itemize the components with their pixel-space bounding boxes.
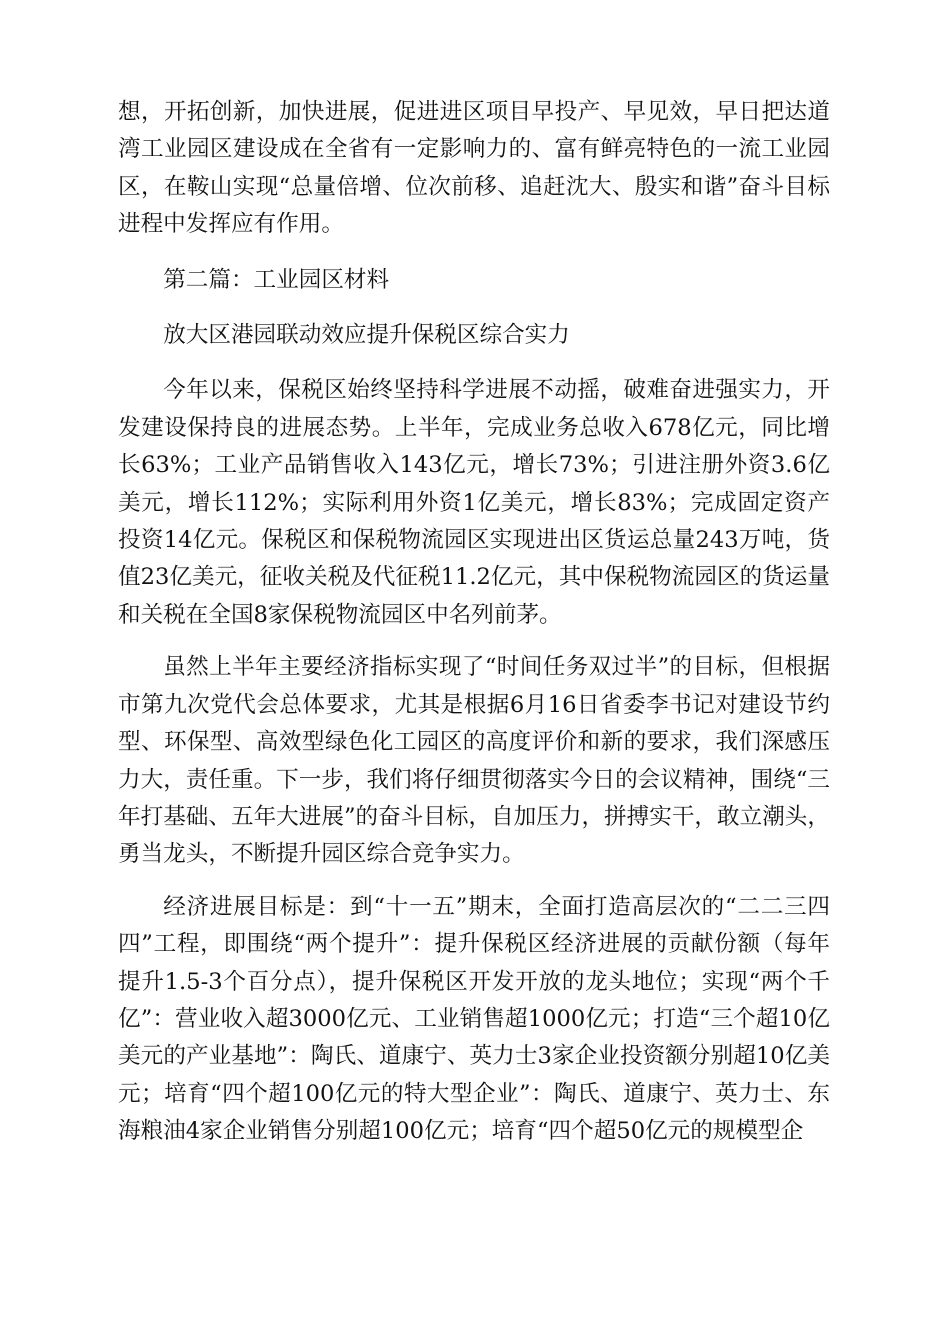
body-paragraph-1: 今年以来，保税区始终坚持科学进展不动摇，破难奋进强实力，开发建设保持良的进展态势。上半年，完成业务总收入678亿元，同比增长63%；工业产品销售收入143亿元，增长73%；引进注册外资3.6亿美元，增长112%；实际利用外资1亿美元，增长83%；完成固定资产投资14亿元。保税区和保税物流园区实现进出区货运总量243万吨，货值23亿美元，征收关税及代征税11.2亿元，其中保税物流园区的货运量和关税在全国8家保税物流园区中名列前茅。 xyxy=(118,377,830,628)
article-title: 放大区港园联动效应提升保税区综合实力 xyxy=(163,322,570,349)
body-paragraph-2: 虽然上半年主要经济指标实现了“时间任务双过半”的目标，但根据市第九次党代会总体要求，尤其是根据6月16日省委李书记对建设节约型、环保型、高效型绿色化工园区的高度评价和新的要求，我们深感压力大，责任重。下一步，我们将仔细贯彻落实今日的会议精神，围绕“三年打基础、五年大进展”的奋斗目标，自加压力，拼搏实干，敢立潮头，勇当龙头，不断提升园区综合竞争实力。 xyxy=(118,654,830,868)
section-heading: 第二篇：工业园区材料 xyxy=(163,266,390,293)
continuation-paragraph: 想，开拓创新，加快进展，促进进区项目早投产、早见效，早日把达道湾工业园区建设成在全省有一定影响力的、富有鲜亮特色的一流工业园区，在鞍山实现“总量倍增、位次前移、追赶沈大、殷实和谐”奋斗目标进程中发挥应有作用。 xyxy=(118,99,830,238)
body-paragraph-3: 经济进展目标是：到“十一五”期末，全面打造高层次的“二二三四四”工程，即围绕“两个提升”：提升保税区经济进展的贡献份额（每年提升1.5-3个百分点），提升保税区开发开放的龙头地位；实现“两个千亿”：营业收入超3000亿元、工业销售超1000亿元；打造“三个超10亿美元的产业基地”：陶氏、道康宁、英力士3家企业投资额分别超10亿美元；培育“四个超100亿元的特大型企业”：陶氏、道康宁、英力士、东海粮油4家企业销售分别超100亿元；培育“四个超50亿元的规模型企 xyxy=(118,893,830,1145)
document-page xyxy=(118,94,830,1151)
